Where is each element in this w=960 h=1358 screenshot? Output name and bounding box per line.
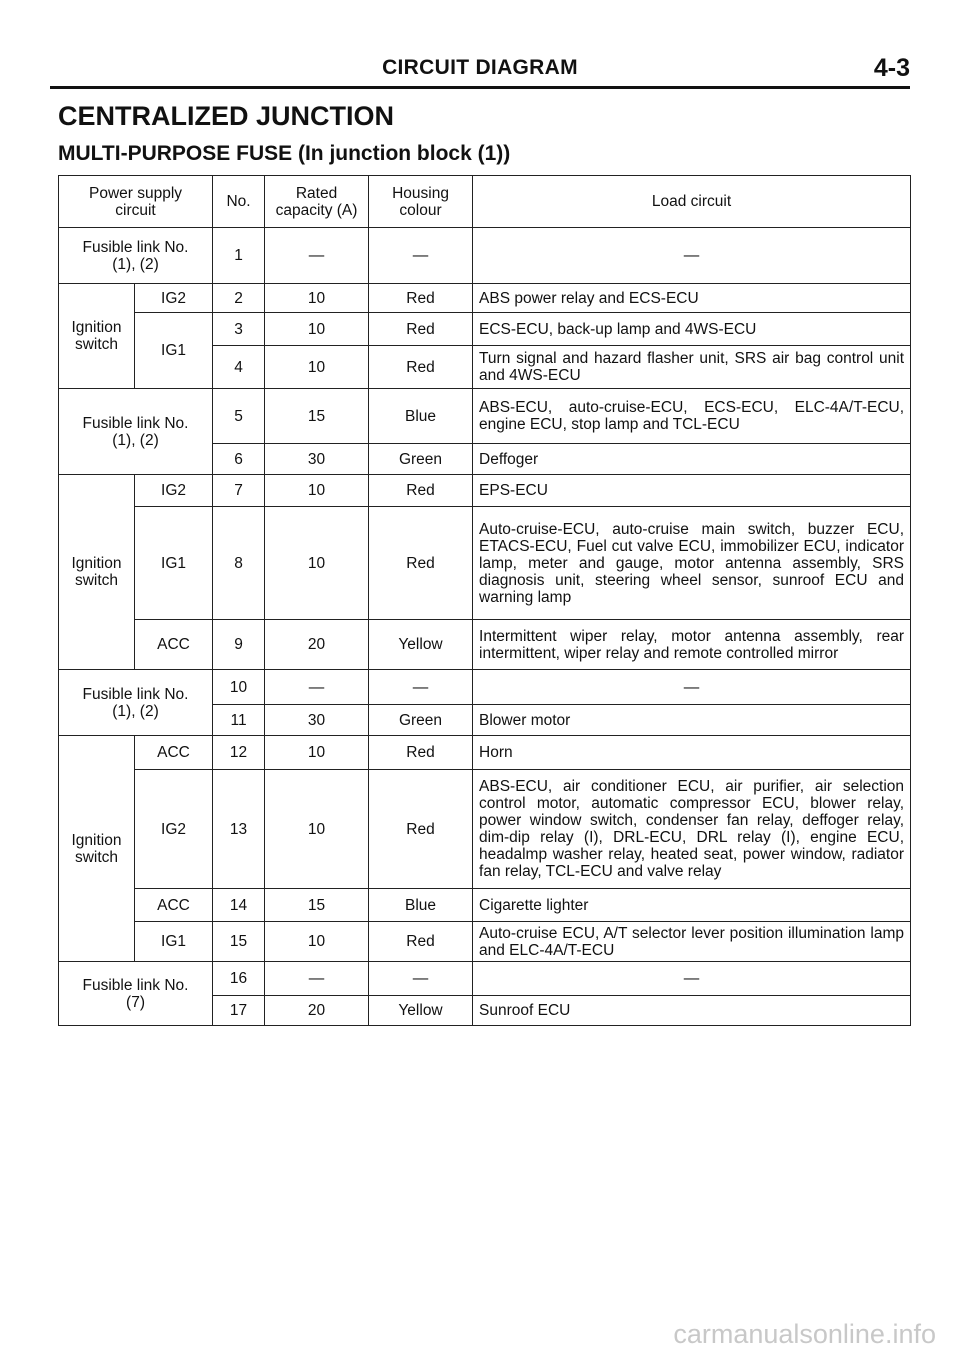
fuse-number-cell: 7 [213,475,265,507]
load-circuit-cell: Turn signal and hazard flasher unit, SRS air bag control unit and 4WS-ECU [473,346,911,389]
table-row [59,620,911,670]
housing-colour-cell: Red [369,770,473,889]
fuse-number-cell: 15 [213,922,265,962]
fuse-number-cell: 13 [213,770,265,889]
load-circuit-cell: Auto-cruise-ECU, auto-cruise main switch, buzzer ECU, ETACS-ECU, Fuel cut valve ECU, immobilizer ECU, indicator lamp, meter and gauge, motor antenna assembly, SRS diagnosis unit, steering wheel sensor, sunroof ECU and warning lamp [473,507,911,620]
housing-colour-cell: Red [369,346,473,389]
housing-colour-cell: Blue [369,889,473,922]
sub-circuit-cell: IG2 [135,284,213,313]
fuse-number-cell: 4 [213,346,265,389]
table-row [59,313,911,346]
rated-capacity-cell: 10 [265,346,369,389]
load-circuit-cell: — [473,228,911,284]
fuse-number-cell: 5 [213,389,265,444]
housing-colour-cell: Red [369,922,473,962]
load-circuit-cell: Blower motor [473,705,911,736]
housing-colour-cell: Yellow [369,620,473,670]
load-circuit-cell: Cigarette lighter [473,889,911,922]
rated-capacity-cell: 10 [265,770,369,889]
rated-capacity-cell: 20 [265,620,369,670]
housing-colour-cell: Red [369,475,473,507]
housing-colour-cell: Green [369,444,473,475]
table-row [59,889,911,922]
load-circuit-cell: EPS-ECU [473,475,911,507]
sub-title: MULTI-PURPOSE FUSE (In junction block (1)) [58,142,511,165]
table-row [59,284,911,313]
rated-capacity-cell: 10 [265,736,369,770]
table-row [59,228,911,284]
sub-circuit-cell: IG1 [135,922,213,962]
rated-capacity-cell: 10 [265,922,369,962]
rated-capacity-cell: 10 [265,475,369,507]
fuse-number-cell: 2 [213,284,265,313]
fuse-number-cell: 3 [213,313,265,346]
rated-capacity-cell: 10 [265,284,369,313]
table-row [59,475,911,507]
housing-colour-cell: Red [369,507,473,620]
rated-capacity-cell: — [265,670,369,705]
rated-capacity-cell: — [265,228,369,284]
housing-colour-cell: Red [369,313,473,346]
fuse-number-cell: 8 [213,507,265,620]
load-circuit-cell: — [473,670,911,705]
housing-colour-cell: — [369,962,473,996]
header-load-circuit: Load circuit [473,176,911,228]
load-circuit-cell: Intermittent wiper relay, motor antenna assembly, rear intermittent, wiper relay and remote controlled mirror [473,620,911,670]
sub-circuit-cell: ACC [135,736,213,770]
page-header-title: CIRCUIT DIAGRAM [382,56,578,79]
table-row [59,507,911,620]
watermark-text: carmanualsonline.info [673,1319,936,1349]
rated-capacity-cell: 10 [265,507,369,620]
fuse-number-cell: 17 [213,996,265,1026]
load-circuit-cell: Horn [473,736,911,770]
housing-colour-cell: — [369,670,473,705]
rated-capacity-cell: 15 [265,389,369,444]
fuse-number-cell: 10 [213,670,265,705]
header-divider [50,86,910,89]
page-number: 4-3 [873,54,910,82]
section-title: CENTRALIZED JUNCTION [58,101,394,131]
housing-colour-cell: Blue [369,389,473,444]
power-fusible-link: Fusible link No. (1), (2) [59,228,213,284]
power-fusible-link: Fusible link No. (7) [59,962,213,1026]
table-row [59,736,911,770]
rated-capacity-cell: 30 [265,444,369,475]
fuse-number-cell: 16 [213,962,265,996]
fuse-number-cell: 1 [213,228,265,284]
header-power-supply: Power supply circuit [59,176,213,228]
housing-colour-cell: Yellow [369,996,473,1026]
load-circuit-cell: ABS-ECU, air conditioner ECU, air purifier, air selection control motor, automatic compressor ECU, blower relay, power window switch, condenser fan relay, deffoger relay, dim-dip relay (I), DRL-ECU, DRL relay (I), engine ECU, headalmp washer relay, heated seat, power window, radiator fan relay, TCL-ECU and valve relay [473,770,911,889]
header-housing-colour: Housing colour [369,176,473,228]
housing-colour-cell: Red [369,284,473,313]
housing-colour-cell: Green [369,705,473,736]
rated-capacity-cell: — [265,962,369,996]
fuse-number-cell: 9 [213,620,265,670]
fuse-table [58,175,911,1026]
power-fusible-link: Fusible link No. (1), (2) [59,389,213,475]
fuse-number-cell: 6 [213,444,265,475]
housing-colour-cell: — [369,228,473,284]
table-row [59,922,911,962]
sub-circuit-cell: ACC [135,620,213,670]
sub-circuit-cell: IG2 [135,770,213,889]
table-row [59,670,911,705]
load-circuit-cell: Deffoger [473,444,911,475]
sub-circuit-cell: IG1 [135,507,213,620]
fuse-number-cell: 14 [213,889,265,922]
power-ignition-switch: Ignition switch [59,284,135,389]
rated-capacity-cell: 20 [265,996,369,1026]
load-circuit-cell: — [473,962,911,996]
rated-capacity-cell: 15 [265,889,369,922]
sub-circuit-cell: ACC [135,889,213,922]
table-row [59,962,911,996]
load-circuit-cell: Sunroof ECU [473,996,911,1026]
load-circuit-cell: ABS power relay and ECS-ECU [473,284,911,313]
power-ignition-switch: Ignition switch [59,736,135,962]
housing-colour-cell: Red [369,736,473,770]
header-no: No. [213,176,265,228]
header-rated-capacity: Rated capacity (A) [265,176,369,228]
table-header-row [59,176,911,228]
load-circuit-cell: ABS-ECU, auto-cruise-ECU, ECS-ECU, ELC-4A/T-ECU, engine ECU, stop lamp and TCL-ECU [473,389,911,444]
load-circuit-cell: ECS-ECU, back-up lamp and 4WS-ECU [473,313,911,346]
load-circuit-cell: Auto-cruise ECU, A/T selector lever position illumination lamp and ELC-4A/T-ECU [473,922,911,962]
power-fusible-link: Fusible link No. (1), (2) [59,670,213,736]
fuse-number-cell: 12 [213,736,265,770]
table-row [59,389,911,444]
table-row [59,770,911,889]
sub-circuit-cell: IG2 [135,475,213,507]
fuse-number-cell: 11 [213,705,265,736]
rated-capacity-cell: 10 [265,313,369,346]
sub-circuit-cell: IG1 [135,313,213,389]
power-ignition-switch: Ignition switch [59,475,135,670]
rated-capacity-cell: 30 [265,705,369,736]
